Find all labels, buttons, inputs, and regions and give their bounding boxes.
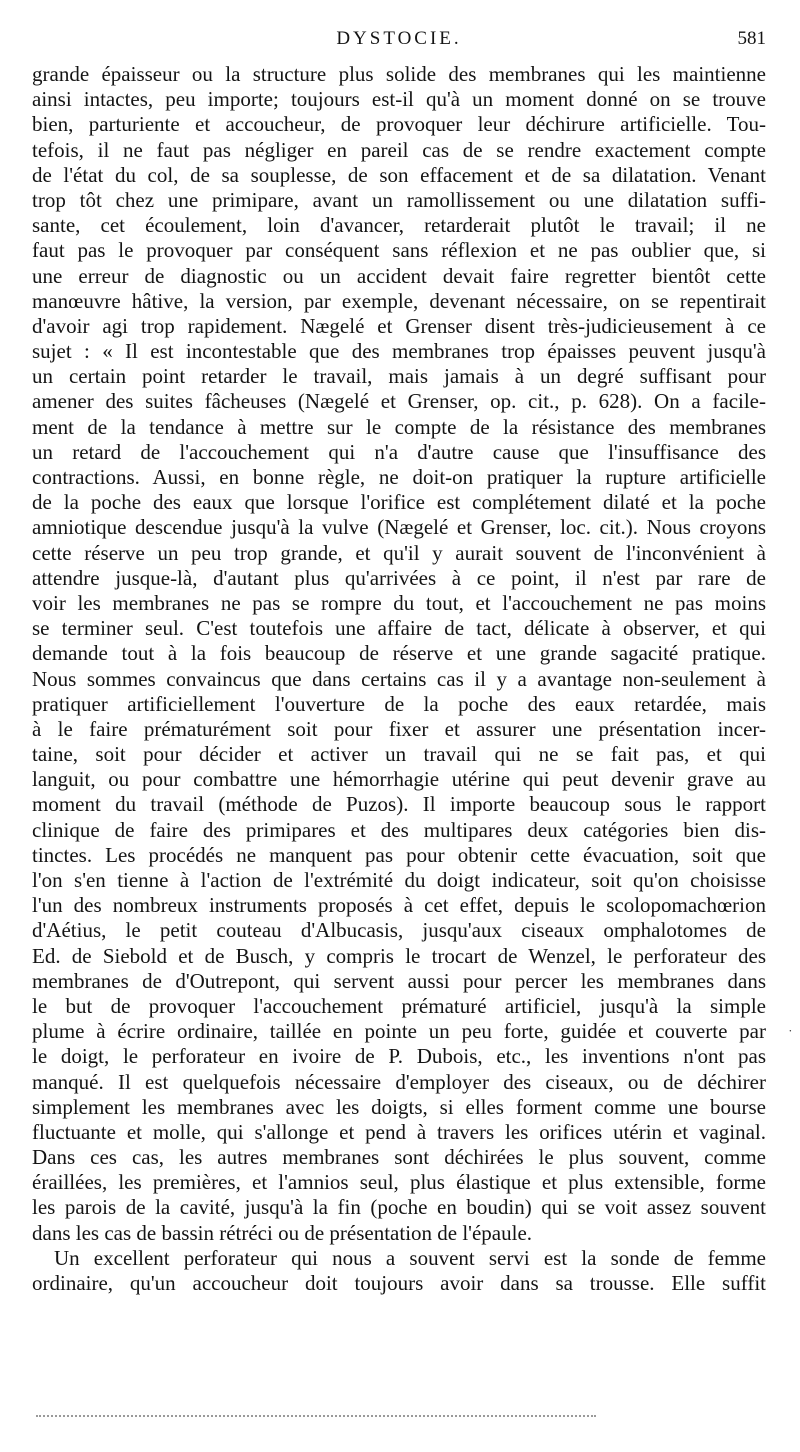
- text-line: une erreur de diagnostic ou un accident devait faire regretter bientôt cette: [32, 263, 766, 288]
- text-line: Un excellent perforateur qui nous a souvent servi est la sonde de femme: [54, 1245, 766, 1270]
- text-line: Dans ces cas, les autres membranes sont déchirées le plus souvent, comme: [32, 1145, 766, 1170]
- text-line: pratiquer artificiellement l'ouverture de la poche des eaux retardée, mais: [32, 691, 766, 716]
- text-line: amniotique descendue jusqu'à la vulve (Nægelé et Grenser, loc. cit.). Nous croyons: [32, 515, 766, 540]
- text-line: ment de la tendance à mettre sur le compte de la résistance des membranes: [32, 414, 766, 439]
- text-line: cette réserve un peu trop grande, et qu'il y aurait souvent de l'inconvénient à: [32, 540, 766, 565]
- text-line: se terminer seul. C'est toutefois une affaire de tact, délicate à observer, et qui: [32, 616, 766, 641]
- text-line: plume à écrire ordinaire, taillée en pointe un peu forte, guidée et couverte par: [32, 1019, 766, 1044]
- text-line: manqué. Il est quelquefois nécessaire d'employer des ciseaux, ou de déchirer: [32, 1069, 766, 1094]
- text-line: clinique de faire des primipares et des multipares deux catégories bien dis-: [32, 817, 766, 842]
- margin-mark: ˙: [788, 1028, 793, 1043]
- text-line: un retard de l'accouchement qui n'a d'autre cause que l'insuffisance des: [32, 439, 766, 464]
- text-line: de la poche des eaux que lorsque l'orifice est complétement dilaté et la poche: [32, 490, 766, 515]
- book-page: [32, 0, 766, 1452]
- text-line: contractions. Aussi, en bonne règle, ne doit-on pratiquer la rupture artificielle: [32, 465, 766, 489]
- text-line: un certain point retarder le travail, mais jamais à un degré suffisant pour: [32, 364, 766, 389]
- text-line: le but de provoquer l'accouchement prématuré artificiel, jusqu'à la simple: [32, 993, 766, 1018]
- text-line: membranes de d'Outrepont, qui servent aussi pour percer les membranes dans: [32, 968, 766, 993]
- text-line: moment du travail (méthode de Puzos). Il importe beaucoup sous le rapport: [32, 792, 766, 817]
- text-line: fluctuante et molle, qui s'allonge et pend à travers les orifices utérin et vaginal.: [32, 1119, 766, 1144]
- text-line: Ed. de Siebold et de Busch, y compris le trocart de Wenzel, le perforateur des: [32, 943, 766, 968]
- text-line: ordinaire, qu'un accoucheur doit toujours avoir dans sa trousse. Elle suffit: [32, 1271, 766, 1295]
- text-line: Nous sommes convaincus que dans certains cas il y a avantage non-seulement à: [32, 666, 766, 691]
- page-number: 581: [737, 28, 766, 49]
- text-line: de l'état du col, de sa souplesse, de son effacement et de sa dilatation. Venant: [32, 162, 766, 187]
- text-line: à le faire prématurément soit pour fixer et assurer une présentation incer-: [32, 716, 766, 741]
- text-line: attendre jusque-là, d'autant plus qu'arrivées à ce point, il n'est par rare de: [32, 565, 766, 590]
- body-text: [32, 62, 766, 1296]
- text-line: simplement les membranes avec les doigts, si elles forment comme une bourse: [32, 1094, 766, 1119]
- text-line: grande épaisseur ou la structure plus solide des membranes qui les maintienne: [32, 62, 766, 86]
- text-line: ainsi intactes, peu importe; toujours est-il qu'à un moment donné on se trouve: [32, 87, 766, 112]
- text-line: dans les cas de bassin rétréci ou de présentation de l'épaule.: [32, 1220, 533, 1245]
- text-line: demande tout à la fois beaucoup de réserve et une grande sagacité pratique.: [32, 641, 766, 666]
- text-line: voir les membranes ne pas se rompre du tout, et l'accouchement ne pas moins: [32, 590, 766, 615]
- text-line: taine, soit pour décider et activer un travail qui ne se fait pas, et qui: [32, 742, 766, 767]
- text-line: l'on s'en tienne à l'action de l'extrémité du doigt indicateur, soit qu'on choisisse: [32, 868, 766, 892]
- text-line: éraillées, les premières, et l'amnios seul, plus élastique et plus extensible, forme: [32, 1170, 766, 1195]
- text-line: faut pas le provoquer par conséquent sans réflexion et ne pas oublier que, si: [32, 238, 766, 263]
- text-line: sujet : « Il est incontestable que des membranes trop épaisses peuvent jusqu'à: [32, 339, 766, 364]
- text-line: manœuvre hâtive, la version, par exemple, devenant nécessaire, on se repentirait: [32, 288, 766, 313]
- running-head: [32, 24, 766, 54]
- bottom-rule: [36, 1415, 596, 1417]
- text-line: d'avoir agi trop rapidement. Nægelé et Grenser disent très-judicieusement à ce: [32, 313, 766, 338]
- text-line: languit, ou pour combattre une hémorrhagie utérine qui peut devenir grave au: [32, 767, 766, 792]
- text-line: les parois de la cavité, jusqu'à la fin (poche en boudin) qui se voit assez souvent: [32, 1195, 766, 1220]
- text-line: tefois, il ne faut pas négliger en pareil cas de se rendre exactement compte: [32, 137, 766, 162]
- text-line: l'un des nombreux instruments proposés à cet effet, depuis le scolopomachœrion: [32, 893, 766, 918]
- text-line: amener des suites fâcheuses (Nægelé et Grenser, op. cit., p. 628). On a facile-: [32, 389, 766, 414]
- text-line: trop tôt chez une primipare, avant un ramollissement ou une dilatation suffi-: [32, 187, 766, 212]
- text-line: sante, cet écoulement, loin d'avancer, retarderait plutôt le travail; il ne: [32, 213, 766, 238]
- text-line: d'Aétius, le petit couteau d'Albucasis, jusqu'aux ciseaux omphalotomes de: [32, 918, 766, 943]
- text-line: tinctes. Les procédés ne manquent pas pour obtenir cette évacuation, soit que: [32, 842, 766, 867]
- text-line: bien, parturiente et accoucheur, de provoquer leur déchirure artificielle. Tou-: [32, 112, 766, 137]
- running-title: DYSTOCIE.: [336, 28, 462, 49]
- text-line: le doigt, le perforateur en ivoire de P. Dubois, etc., les inventions n'ont pas: [32, 1044, 766, 1069]
